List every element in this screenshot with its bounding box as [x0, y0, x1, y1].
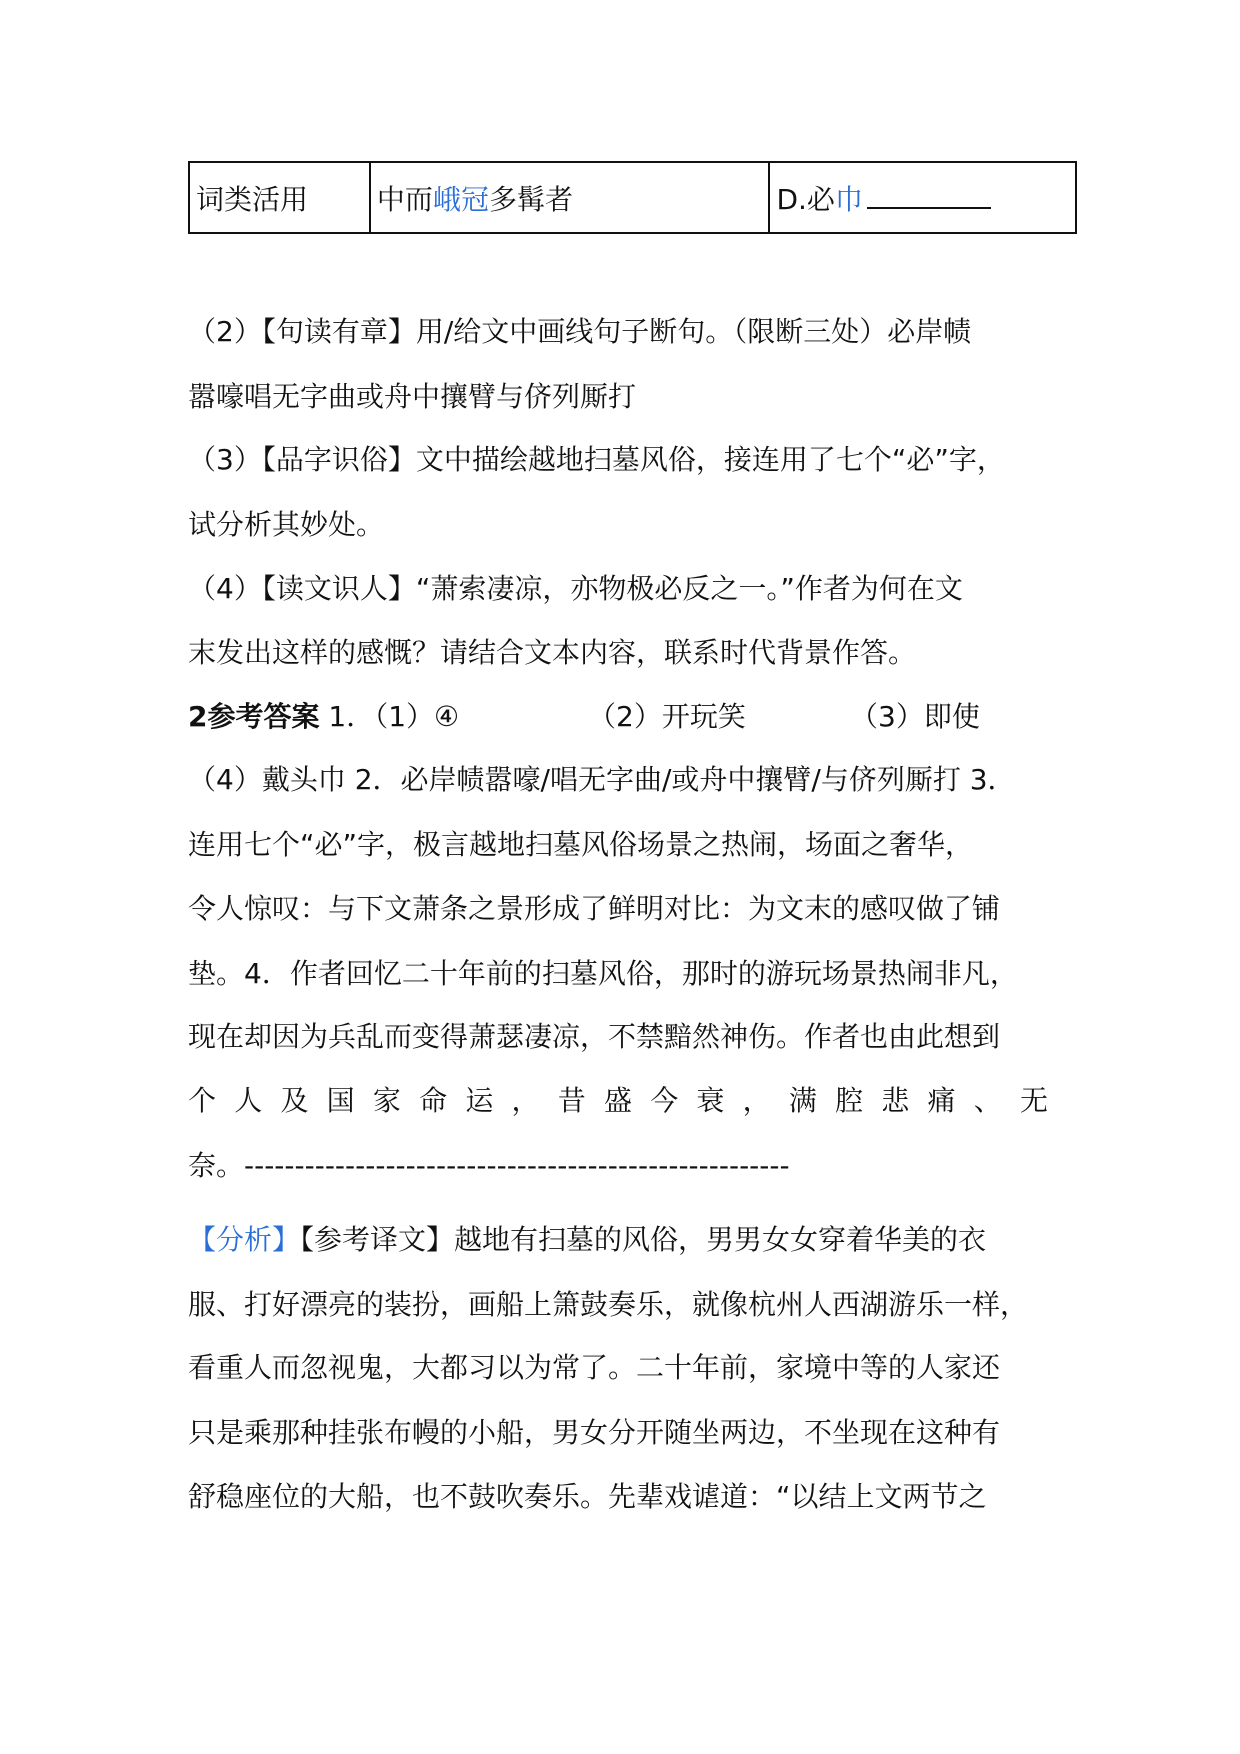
analysis-line-5: 舒稳座位的大船，也不鼓吹奏乐。先辈戏谑道：“以结上文两节之: [188, 1480, 987, 1513]
spread-char: 痛: [927, 1084, 956, 1117]
spread-char: 无: [1019, 1084, 1048, 1117]
analysis-line-1-text: 【参考译文】越地有扫墓的风俗，男男女女穿着华美的衣: [300, 1223, 987, 1256]
table-cell-example: [370, 162, 770, 233]
spread-char: 运: [465, 1084, 494, 1117]
question-4-line-2: 末发出这样的感慨？请结合文本内容，联系时代背景作答。: [188, 636, 917, 669]
spread-char: 腔: [835, 1084, 864, 1117]
table-cell-option-d: [769, 162, 1076, 233]
option-d-highlight: 巾: [834, 182, 863, 216]
analysis-line-2: 服、打好漂亮的装扮，画船上箫鼓奏乐，就像杭州人西湖游乐一样，: [188, 1288, 1029, 1321]
option-d-pre: D.必: [776, 182, 835, 216]
category-text: 词类活用: [196, 182, 309, 216]
spread-char: 衰: [696, 1084, 725, 1117]
answer-item-3: （3）即使: [850, 700, 980, 733]
example-text-highlight: 峨冠: [432, 182, 489, 216]
example-text-pre: 中而: [376, 182, 433, 216]
question-2-line-2: 嚣嚎唱无字曲或舟中攘臂与侪列厮打: [188, 380, 637, 413]
analysis-line-1: [188, 1222, 986, 1258]
table-row: [189, 162, 1076, 233]
question-3-line-1: （3）【品字识俗】文中描绘越地扫墓风俗，接连用了七个“必”字，: [188, 443, 1005, 476]
question-3-line-2: 试分析其妙处。: [188, 508, 385, 541]
answer-line-4: 令人惊叹：与下文萧条之景形成了鲜明对比：为文末的感叹做了铺: [188, 892, 1001, 925]
spread-char: 人: [234, 1084, 263, 1117]
spread-char: 个: [188, 1084, 217, 1117]
spread-char: 命: [419, 1084, 448, 1117]
question-2-line-1: （2）【句读有章】用/给文中画线句子断句。（限断三处）必岸帻: [188, 315, 972, 348]
table-cell-category: [189, 162, 370, 233]
answer-item-1: 1．（1）④: [328, 700, 460, 733]
answer-line-5: 垫。4．作者回忆二十年前的扫墓风俗，那时的游玩场景热闹非凡，: [188, 957, 1018, 990]
answer-line-3: 连用七个“必”字，极言越地扫墓风俗场景之热闹，场面之奢华，: [188, 828, 974, 861]
spread-char: 悲: [881, 1084, 910, 1117]
question-4-line-1: （4）【读文识人】“萧索凄凉，亦物极必反之一。”作者为何在文: [188, 572, 963, 605]
spread-char: 及: [280, 1084, 309, 1117]
example-text-post: 多髯者: [488, 182, 573, 216]
spread-char: ，: [742, 1084, 771, 1117]
answer-blank[interactable]: [867, 185, 991, 209]
spread-char: 、: [973, 1084, 1002, 1117]
spread-char: 国: [326, 1084, 355, 1117]
vocab-table: [188, 161, 1077, 234]
spread-char: 满: [788, 1084, 817, 1117]
answer-line-7: [188, 1083, 1048, 1119]
analysis-label: 【分析】: [188, 1223, 301, 1256]
spread-char: 盛: [603, 1084, 632, 1117]
spread-char: 家: [372, 1084, 401, 1117]
answer-line-6: 现在却因为兵乱而变得萧瑟凄凉，不禁黯然神伤。作者也由此想到: [188, 1020, 1001, 1053]
analysis-line-4: 只是乘那种挂张布幔的小船，男女分开随坐两边，不坐现在这种有: [188, 1416, 1001, 1449]
answer-heading: 2参考答案: [188, 700, 320, 733]
analysis-line-3: 看重人而忽视鬼，大都习以为常了。二十年前，家境中等的人家还: [188, 1351, 1001, 1384]
spread-char: 昔: [557, 1084, 586, 1117]
answer-item-2: （2）开玩笑: [588, 700, 746, 733]
spread-char: ，: [511, 1084, 540, 1117]
answer-line-2: （4）戴头巾 2．必岸帻嚣嚎/唱无字曲/或舟中攘臂/与侪列厮打 3．: [188, 763, 1016, 796]
answer-line-1: [188, 699, 980, 735]
answer-line-8: 奈。------------------------------------------------------: [188, 1149, 790, 1182]
spread-char: 今: [650, 1084, 679, 1117]
